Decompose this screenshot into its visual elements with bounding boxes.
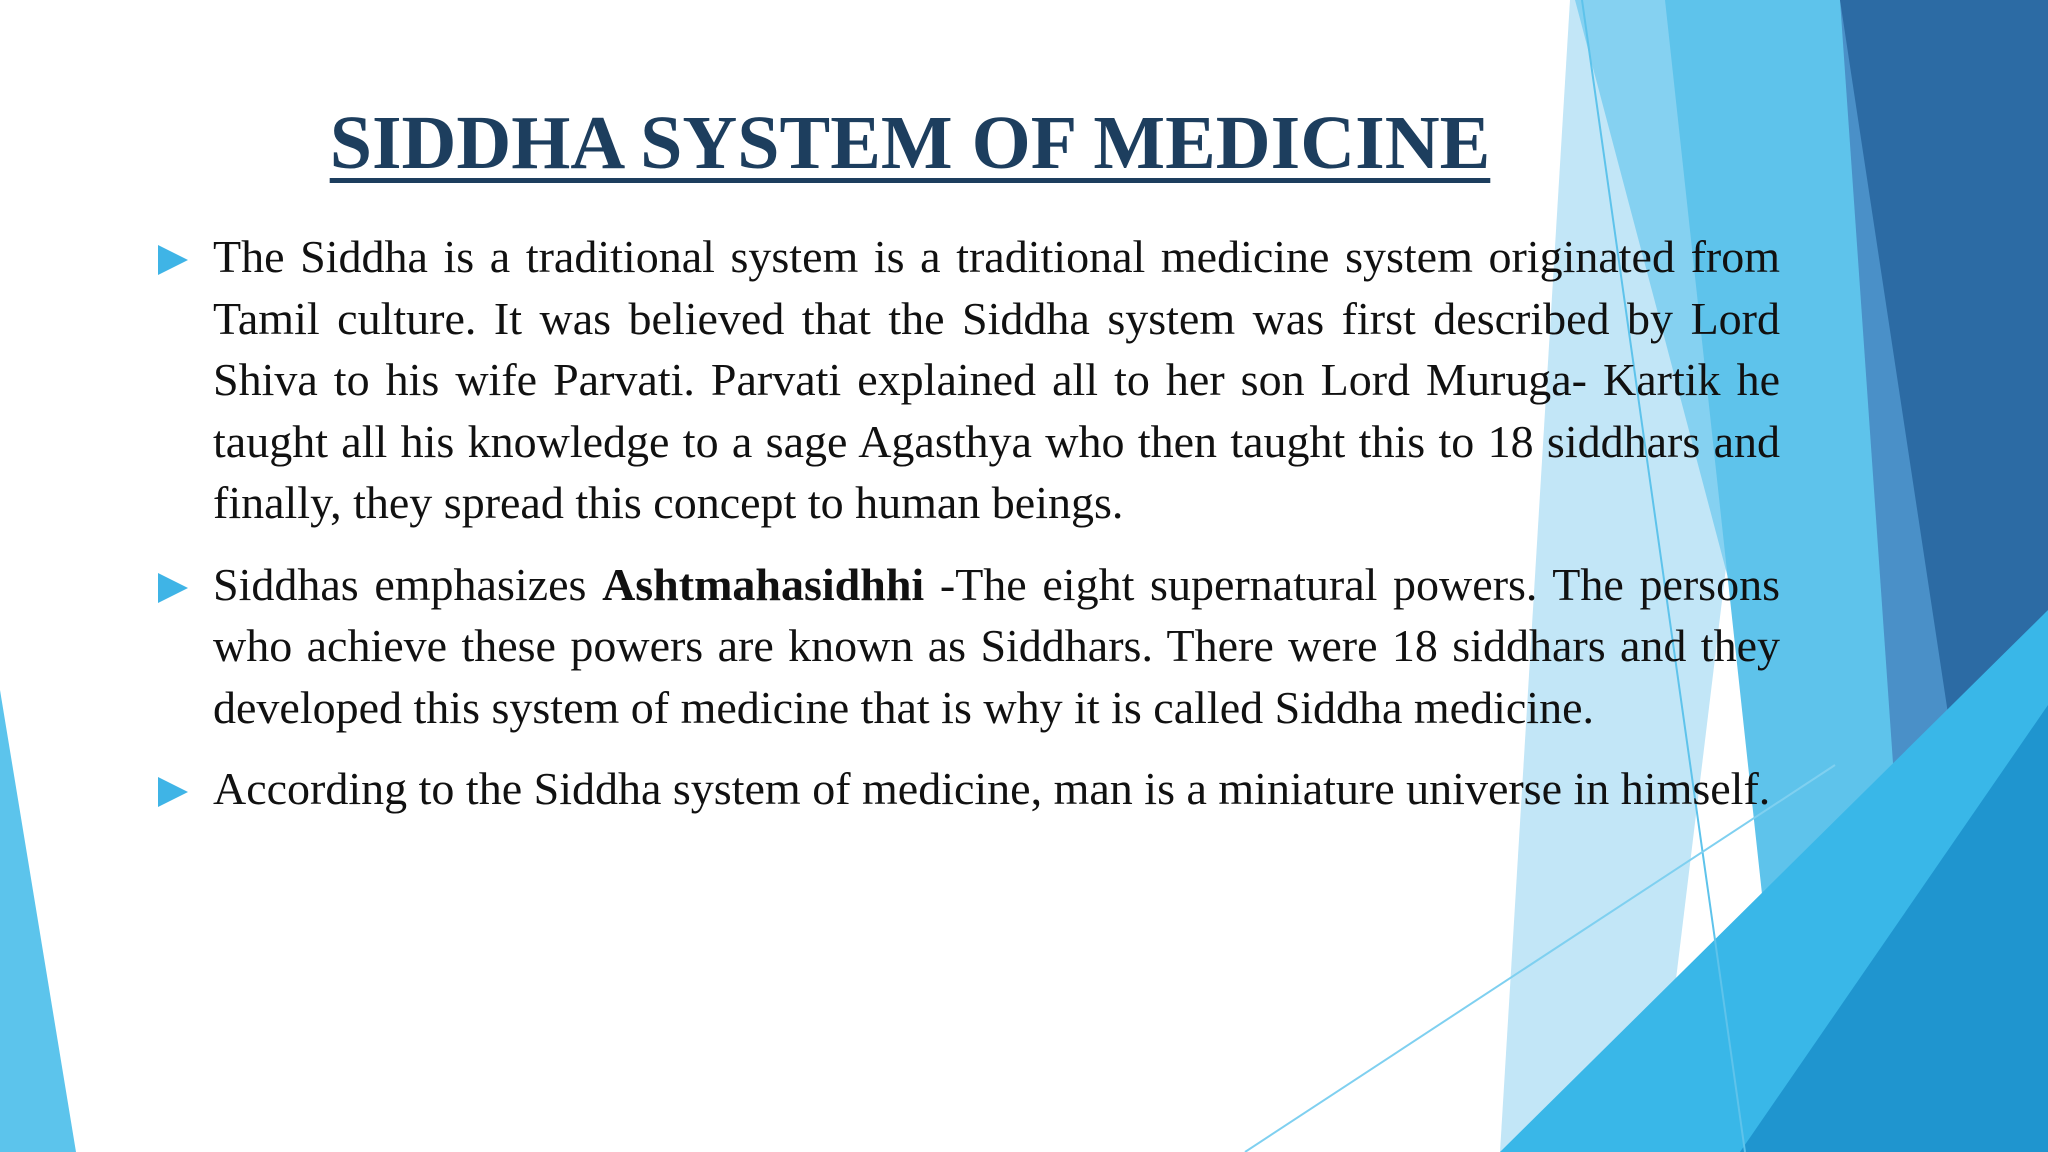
bullet-item-3 — [150, 758, 1780, 820]
bullet-1-text: The Siddha is a traditional system is a traditional medicine system originated from Tamil culture. It was believed that the Siddha system was first described by Lord Shiva to his wife Parvati. Parvati explained all to her son Lord Muruga- Kartik he taught all his knowledge to a sage Agasthya who then taught this to 18 siddhars and finally, they spread this concept to human beings. — [213, 231, 1780, 528]
triangle-right-icon — [158, 245, 188, 275]
triangle-right-icon — [158, 777, 188, 807]
bullet-2-text-end: -The eight supernatural powers. The persons who achieve these powers are known as Siddhars. There were 18 siddhars and they developed this system of medicine that is why it is called Siddha medicine. — [213, 558, 1780, 733]
slide-title: SIDDHA SYSTEM OF MEDICINE — [329, 101, 1491, 185]
bullet-item-2 — [150, 554, 1780, 739]
bullet-2-text-start: Siddhas emphasizes — [213, 558, 603, 610]
bullet-2-bold-term: Ashtmahasidhhi — [602, 558, 925, 610]
bullet-item-1 — [150, 226, 1780, 534]
decor-left-sliver — [0, 690, 76, 1152]
triangle-right-icon — [158, 573, 188, 603]
bullet-3-text: According to the Siddha system of medicine, man is a miniature universe in himself. — [213, 763, 1771, 814]
bullet-list — [150, 226, 1780, 820]
